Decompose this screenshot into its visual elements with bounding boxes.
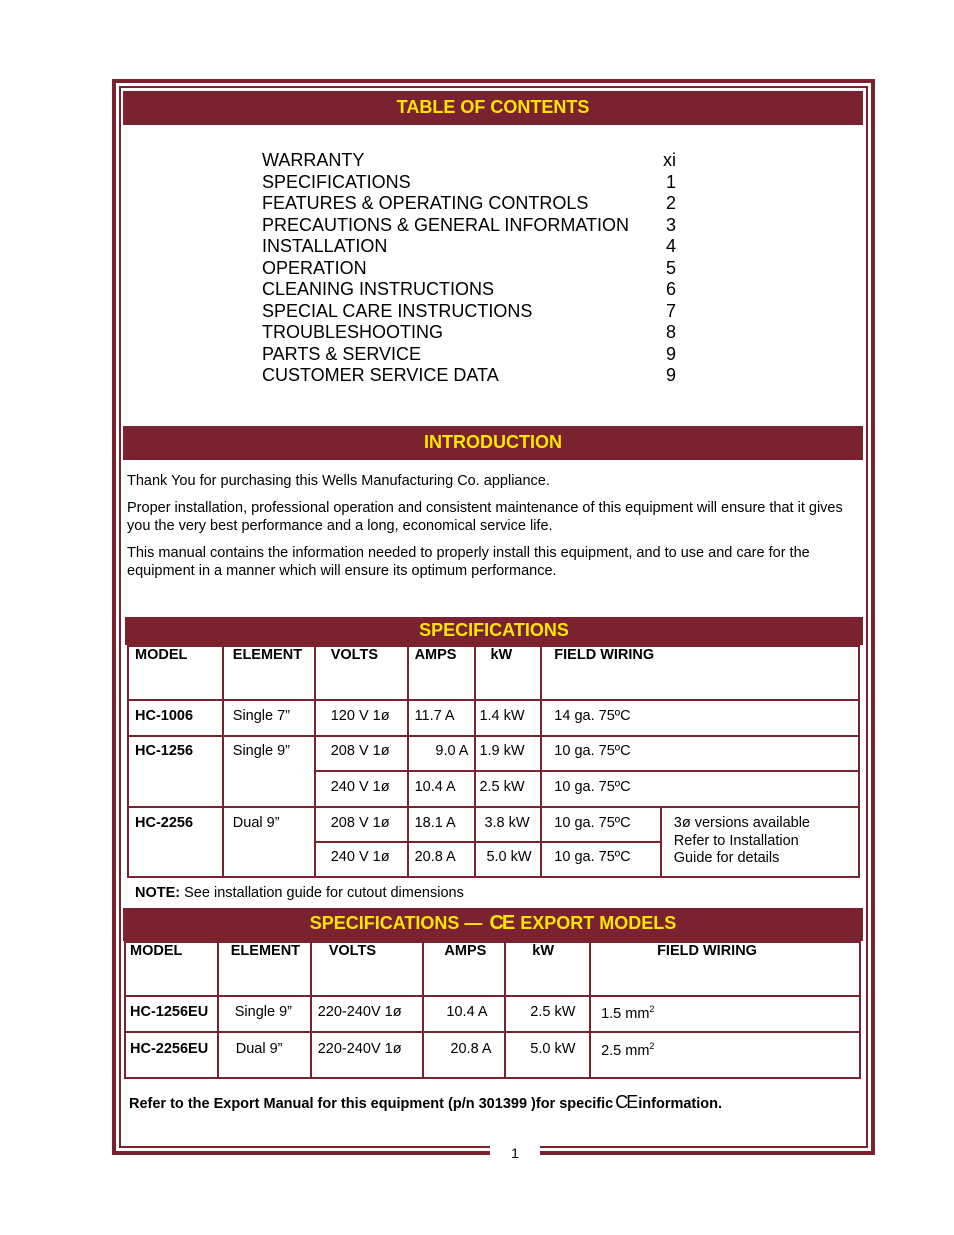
model-cell: HC-1256	[128, 736, 223, 807]
toc-entry	[262, 279, 682, 301]
toc-entry-page: 9	[665, 365, 676, 385]
intro-paragraph-3: This manual contains the information needed to properly install this equipment, and to use and care for the equipment in a manner which will ensure its optimum performance.	[127, 545, 810, 579]
toc-entry-page: 2	[665, 193, 676, 213]
specifications-table	[127, 645, 860, 878]
kw-cell: 1.9 kW	[475, 736, 541, 771]
kw-cell: 5.0 kW	[505, 1032, 590, 1078]
note-label: NOTE:	[135, 885, 181, 901]
amps-cell: 10.4 A	[423, 996, 505, 1032]
toc-entry-label: INSTALLATION	[262, 236, 388, 256]
amps-cell: 10.4 A	[408, 771, 476, 807]
toc-entry	[262, 301, 682, 323]
spec-header-row	[128, 646, 859, 700]
volts-cell: 240 V 1ø	[315, 771, 408, 807]
volts-cell: 208 V 1ø	[315, 807, 408, 842]
col-header-model: MODEL	[125, 942, 218, 996]
specifications-heading-text: SPECIFICATIONS	[419, 620, 569, 640]
superscript: 2	[649, 1041, 655, 1051]
element-cell: Single 9”	[223, 736, 315, 807]
field-wiring-cell: 10 ga. 75ºC	[541, 842, 660, 877]
toc-entry-label: OPERATION	[262, 257, 367, 278]
col-header-kw: kW	[505, 942, 590, 996]
table-row	[128, 736, 859, 771]
export-heading-text-2: EXPORT MODELS	[520, 913, 677, 933]
toc-entry	[262, 365, 682, 387]
model-cell: HC-1256EU	[125, 996, 218, 1032]
toc-entry-label: PRECAUTIONS & GENERAL INFORMATION	[262, 214, 630, 235]
col-header-field-wiring: FIELD WIRING	[541, 646, 859, 700]
model-cell: HC-2256	[128, 807, 223, 877]
volts-cell: 208 V 1ø	[315, 736, 408, 771]
toc-entry-label: WARRANTY	[262, 150, 365, 170]
three-phase-note-cell	[661, 807, 859, 877]
toc-heading-text: TABLE OF CONTENTS	[396, 97, 590, 117]
col-header-volts: VOLTS	[315, 646, 408, 700]
introduction-heading	[123, 426, 863, 460]
ce-mark-icon: CE	[615, 1092, 637, 1112]
toc-entry-label: TROUBLESHOOTING	[262, 322, 444, 342]
superscript: 2	[649, 1004, 655, 1014]
model-cell: HC-2256EU	[125, 1032, 218, 1078]
toc-entry	[262, 236, 682, 258]
field-wiring-cell	[590, 1032, 860, 1078]
toc-list	[262, 150, 682, 387]
table-row	[125, 996, 860, 1032]
toc-entry-page: 3	[665, 214, 676, 235]
toc-entry	[262, 344, 682, 366]
element-cell: Single 9”	[218, 996, 311, 1032]
ce-mark-icon: CE	[489, 912, 514, 934]
introduction-heading-text: INTRODUCTION	[424, 432, 562, 452]
export-note-text-2: information.	[638, 1096, 723, 1112]
toc-entry-label: SPECIFICATIONS	[262, 171, 411, 192]
toc-entry-page: 7	[665, 300, 676, 321]
amps-cell: 20.8 A	[408, 842, 476, 877]
amps-cell: 20.8 A	[423, 1032, 505, 1078]
toc-entry-label: CLEANING INSTRUCTIONS	[262, 279, 495, 299]
toc-entry	[262, 150, 682, 172]
cutout-note	[135, 885, 464, 901]
toc-entry-page: 6	[665, 279, 676, 299]
kw-cell: 5.0 kW	[475, 842, 541, 877]
toc-entry-page: 1	[665, 171, 676, 192]
amps-cell: 9.0 A	[408, 736, 476, 771]
three-phase-note-line: Refer to Installation	[673, 832, 799, 849]
field-wiring-cell: 14 ga. 75ºC	[541, 700, 859, 736]
toc-entry-page: 9	[665, 343, 676, 364]
volts-cell: 220-240V 1ø	[311, 1032, 424, 1078]
toc-entry	[262, 215, 682, 237]
export-specifications-heading	[123, 908, 863, 941]
three-phase-note-line: 3ø versions available	[673, 815, 810, 831]
field-wiring-cell: 10 ga. 75ºC	[541, 807, 660, 842]
field-wiring-cell: 10 ga. 75ºC	[541, 736, 859, 771]
export-manual-note	[129, 1092, 722, 1113]
three-phase-note-line: Guide for details	[673, 850, 780, 866]
amps-cell: 18.1 A	[408, 807, 476, 842]
note-text: See installation guide for cutout dimensions	[184, 885, 464, 901]
field-wiring-cell: 10 ga. 75ºC	[541, 771, 859, 807]
volts-cell: 220-240V 1ø	[311, 996, 424, 1032]
volts-cell: 120 V 1ø	[315, 700, 408, 736]
intro-paragraph-1: Thank You for purchasing this Wells Manufacturing Co. appliance.	[127, 473, 550, 489]
toc-entry-page: 5	[665, 257, 676, 278]
toc-heading	[123, 91, 863, 125]
col-header-amps: AMPS	[423, 942, 505, 996]
export-specifications-table	[124, 941, 861, 1079]
toc-entry	[262, 322, 682, 344]
col-header-model: MODEL	[128, 646, 223, 700]
col-header-kw: kW	[475, 646, 541, 700]
kw-cell: 3.8 kW	[475, 807, 541, 842]
kw-cell: 1.4 kW	[475, 700, 541, 736]
element-cell: Single 7”	[223, 700, 315, 736]
table-row	[125, 1032, 860, 1078]
element-cell: Dual 9”	[218, 1032, 311, 1078]
toc-entry-label: SPECIAL CARE INSTRUCTIONS	[262, 300, 533, 321]
export-heading-text: SPECIFICATIONS —	[309, 913, 483, 933]
wire-size: 2.5 mm	[601, 1042, 650, 1059]
table-row	[128, 807, 859, 842]
wire-size: 1.5 mm	[601, 1005, 650, 1022]
table-row	[128, 700, 859, 736]
toc-entry-page: 8	[665, 322, 676, 342]
export-note-text: Refer to the Export Manual for this equipment (p/n 301399 )for specific	[129, 1096, 614, 1112]
toc-entry-page: 4	[665, 236, 676, 256]
intro-paragraph-2: Proper installation, professional operation and consistent maintenance of this equipment will ensure that it gives you the very best performance and a long, economical service life.	[127, 500, 843, 534]
element-cell: Dual 9”	[223, 807, 315, 877]
toc-entry-label: FEATURES & OPERATING CONTROLS	[262, 193, 589, 213]
toc-entry	[262, 193, 682, 215]
col-header-element: ELEMENT	[223, 646, 315, 700]
amps-cell: 11.7 A	[408, 700, 476, 736]
page-number: 1	[511, 1145, 519, 1161]
col-header-amps: AMPS	[408, 646, 476, 700]
col-header-field-wiring: FIELD WIRING	[590, 942, 860, 996]
toc-entry	[262, 172, 682, 194]
toc-entry-label: PARTS & SERVICE	[262, 343, 422, 364]
field-wiring-cell	[590, 996, 860, 1032]
toc-entry	[262, 258, 682, 280]
col-header-element: ELEMENT	[218, 942, 311, 996]
kw-cell: 2.5 kW	[505, 996, 590, 1032]
volts-cell: 240 V 1ø	[315, 842, 408, 877]
export-header-row	[125, 942, 860, 996]
specifications-heading	[125, 617, 863, 645]
model-cell: HC-1006	[128, 700, 223, 736]
toc-entry-page: xi	[663, 150, 676, 170]
kw-cell: 2.5 kW	[475, 771, 541, 807]
toc-entry-label: CUSTOMER SERVICE DATA	[262, 365, 499, 385]
col-header-volts: VOLTS	[311, 942, 424, 996]
